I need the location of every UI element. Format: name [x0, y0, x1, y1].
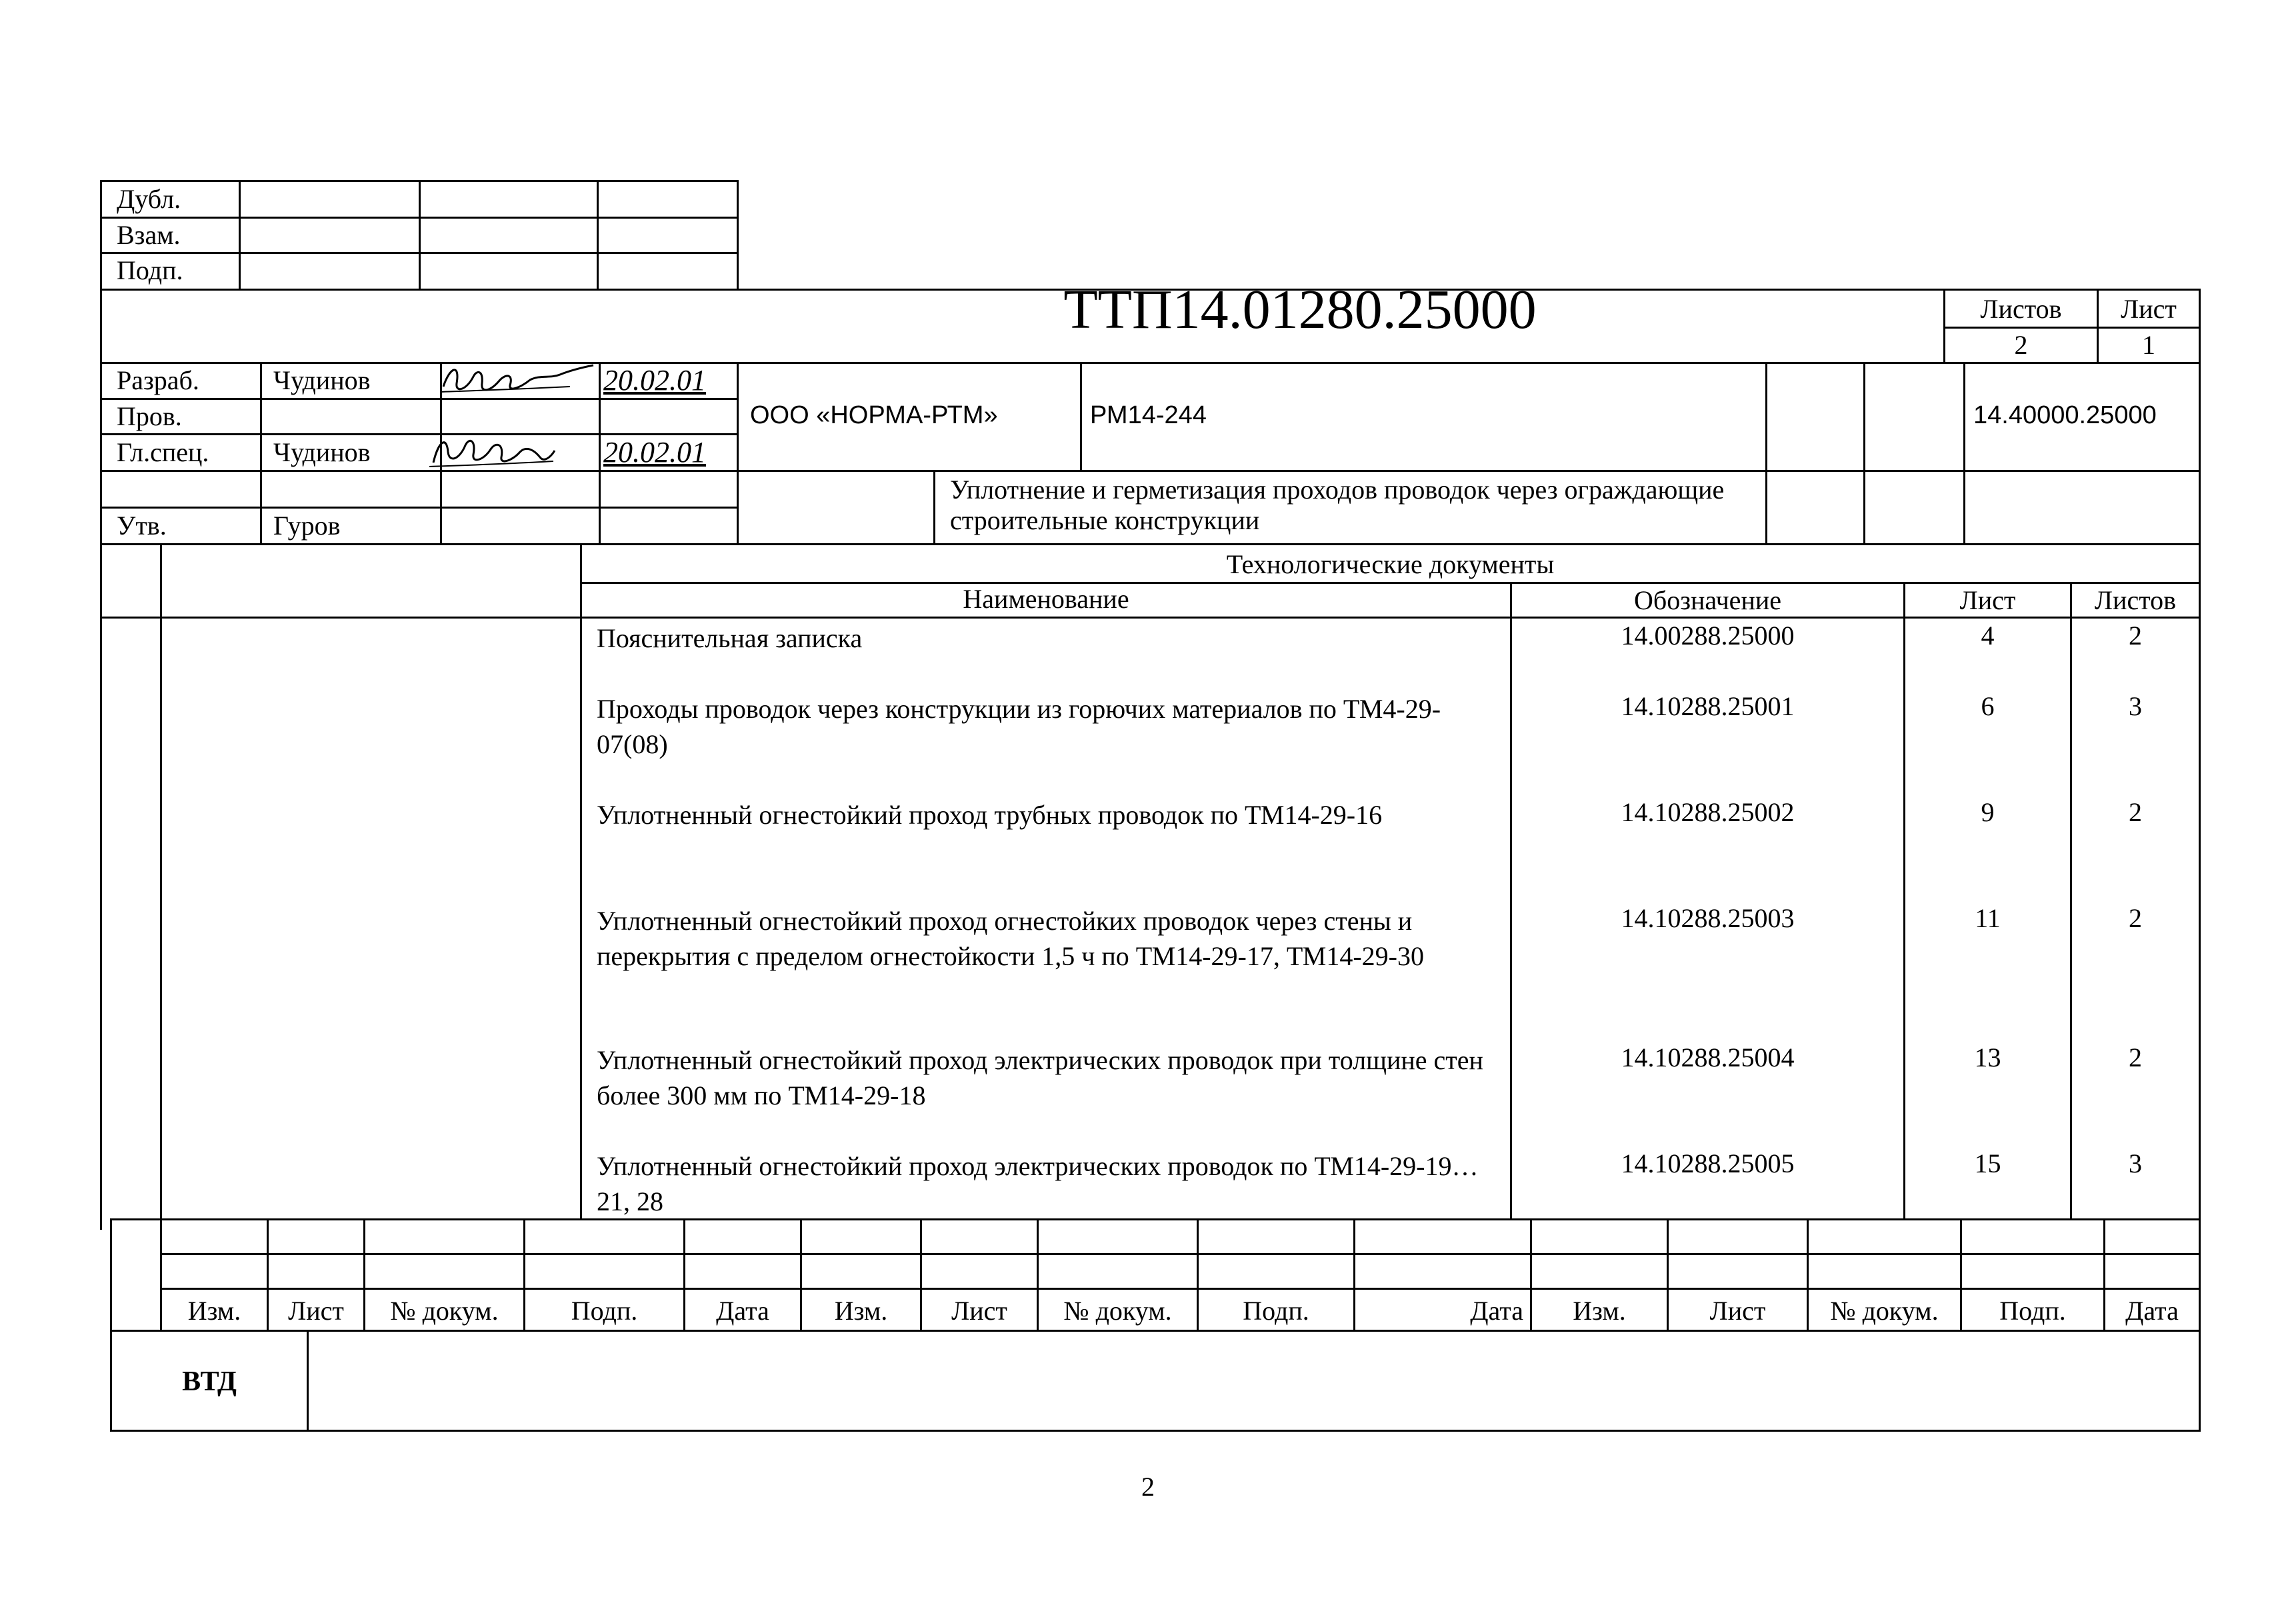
- row-name: Пояснительная записка: [597, 623, 863, 653]
- revision-header: № докум.: [390, 1296, 499, 1326]
- approval-name: Гуров: [273, 511, 341, 541]
- row-name: Уплотненный огнестойкий проход электрических проводок при толщине стен более 300 мм по ТМ14-29-18: [597, 1045, 1483, 1110]
- row-designation: 14.10288.25001: [1621, 691, 1795, 721]
- revision-header: Лист: [288, 1296, 344, 1326]
- stamp-label-podp: Подп.: [117, 255, 183, 285]
- subject-text: Уплотнение и герметизация проходов проводок через ограждающие строительные конструкции: [950, 475, 1725, 535]
- document-code: ТТП14.01280.25000: [1063, 279, 1537, 341]
- approval-name: Чудинов: [273, 365, 371, 395]
- approval-role: Утв.: [117, 511, 167, 541]
- revision-header: Изм.: [1573, 1296, 1626, 1326]
- signature-razrab: [437, 360, 603, 401]
- stamp-label-vzam: Взам.: [117, 220, 181, 250]
- sheet-value: 1: [2142, 330, 2155, 360]
- revision-header: Лист: [951, 1296, 1007, 1326]
- row-sheet: 4: [1981, 621, 1995, 651]
- stamp-label-dubl: Дубл.: [117, 184, 181, 214]
- revision-header: Подп.: [1243, 1296, 1309, 1326]
- row-designation: 14.10288.25003: [1621, 903, 1795, 933]
- revision-header: № докум.: [1063, 1296, 1172, 1326]
- row-designation: 14.10288.25004: [1621, 1042, 1795, 1072]
- row-sheets: 2: [2129, 1042, 2142, 1072]
- row-sheets: 3: [2129, 1148, 2142, 1178]
- sheet-label: Лист: [2121, 294, 2177, 324]
- revision-header: Изм.: [834, 1296, 888, 1326]
- revision-header: Подп.: [1999, 1296, 2066, 1326]
- page-number: 2: [1141, 1472, 1155, 1502]
- revision-header: Изм.: [187, 1296, 241, 1326]
- row-designation: 14.00288.25000: [1621, 621, 1795, 651]
- row-sheets: 2: [2129, 621, 2142, 651]
- sheets-label: Листов: [1980, 294, 2062, 324]
- row-designation: 14.10288.25005: [1621, 1148, 1795, 1178]
- approval-date: 20.02.01: [603, 364, 706, 397]
- revision-header: Подп.: [571, 1296, 638, 1326]
- doc-number: 14.40000.25000: [1973, 401, 2157, 429]
- signature-glspec: [427, 431, 560, 472]
- row-sheet: 13: [1974, 1042, 2001, 1072]
- revision-header: Дата: [2125, 1296, 2179, 1326]
- revision-header: Лист: [1709, 1296, 1766, 1326]
- row-sheets: 3: [2129, 691, 2142, 721]
- section-title: Технологические документы: [1226, 549, 1555, 579]
- row-sheet: 9: [1981, 797, 1995, 827]
- revision-header: Дата: [1470, 1296, 1523, 1326]
- approval-role: Пров.: [117, 401, 182, 431]
- row-sheets: 2: [2129, 903, 2142, 933]
- rm-code: РМ14-244: [1090, 401, 1207, 429]
- row-name: Уплотненный огнестойкий проход электрических проводок по ТМ14-29-19…21, 28: [597, 1151, 1479, 1216]
- footer-label: ВТД: [182, 1366, 237, 1397]
- row-sheet: 11: [1975, 903, 2001, 933]
- row-designation: 14.10288.25002: [1621, 797, 1795, 827]
- revision-header: Дата: [716, 1296, 769, 1326]
- column-sheets: Листов: [2094, 585, 2177, 615]
- approval-role: Разраб.: [117, 365, 199, 395]
- row-name: Уплотненный огнестойкий проход трубных проводок по ТМ14-29-16: [597, 800, 1383, 830]
- organization: ООО «НОРМА-РТМ»: [750, 401, 998, 429]
- row-sheets: 2: [2129, 797, 2142, 827]
- row-sheet: 6: [1981, 691, 1995, 721]
- row-name: Уплотненный огнестойкий проход огнестойких проводок через стены и перекрытия с пределом огнестойкости 1,5 ч по ТМ14-29-17, ТМ14-29-30: [597, 906, 1424, 971]
- column-designation: Обозначение: [1633, 585, 1782, 615]
- approval-role: Гл.спец.: [117, 437, 209, 467]
- column-sheet: Лист: [1959, 585, 2016, 615]
- row-sheet: 15: [1974, 1148, 2001, 1178]
- revision-header: № докум.: [1830, 1296, 1939, 1326]
- sheets-value: 2: [2014, 330, 2028, 360]
- approval-name: Чудинов: [273, 437, 371, 467]
- column-name: Наименование: [963, 584, 1129, 614]
- approval-date: 20.02.01: [603, 436, 706, 469]
- row-name: Проходы проводок через конструкции из горючих материалов по ТМ4-29-07(08): [597, 694, 1441, 759]
